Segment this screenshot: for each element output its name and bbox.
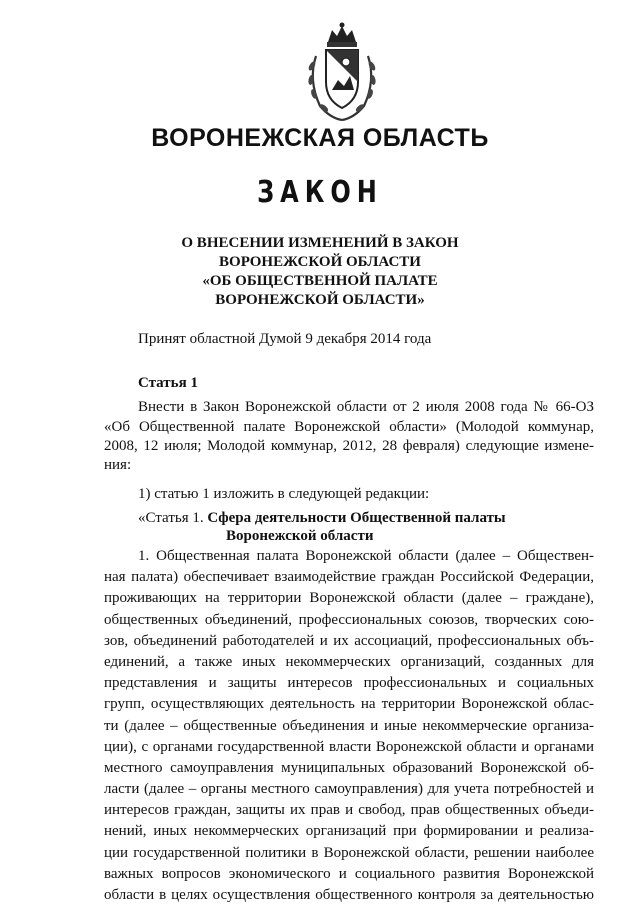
law-title-line: «ОБ ОБЩЕСТВЕННОЙ ПАЛАТЕ: [202, 273, 438, 289]
new-article-prefix: «Статья 1.: [138, 510, 204, 526]
article-intro-line: Внести в Закон Воронежской области от 2 июля 2008 года № 66-ОЗ: [138, 399, 594, 415]
new-article-title: Сфера деятельности Общественной палаты: [207, 510, 506, 526]
adoption-date: Принят областной Думой 9 декабря 2014 года: [138, 331, 432, 347]
document-type: ЗАКОН: [257, 174, 383, 210]
body-line: проживающих на территории Воронежской области (далее – граждане),: [104, 590, 594, 607]
coat-of-arms-icon: [298, 20, 386, 124]
body-line: ции государственной политики в Воронежской области, решении наиболее: [104, 844, 594, 861]
body-line: ласти (далее – органы местного самоуправления) для учета потребностей и: [104, 781, 594, 798]
body-line: 1. Общественная палата Воронежской области (далее – Обществен-: [138, 548, 594, 564]
body-line: местного самоуправления муниципальных образований Воронежской об-: [104, 759, 594, 776]
body-line: важных вопросов экономического и социального развития Воронежской: [104, 865, 594, 882]
article-heading: Статья 1: [138, 375, 198, 391]
new-article-title-cont: Воронежской области: [226, 528, 374, 544]
law-title-line: ВОРОНЕЖСКОЙ ОБЛАСТИ»: [215, 292, 425, 308]
law-title: [0, 234, 640, 310]
body-line: ции), с органами государственной власти Воронежской области и органами: [104, 738, 594, 755]
body-line: интересов граждан, защиты их прав и свобод, прав общественных объеди-: [104, 802, 594, 819]
region-name: ВОРОНЕЖСКАЯ ОБЛАСТЬ: [151, 124, 489, 152]
body-line: ная палата) обеспечивает взаимодействие граждан Российской Федерации,: [104, 569, 594, 586]
body-line: групп, осуществляющих деятельность на территории Воронежской облас-: [104, 696, 594, 713]
article-body: [104, 546, 594, 906]
body-line: общественных объединений, профессиональных союзов, творческих сою-: [104, 611, 594, 628]
body-line: ти (далее – общественные объединения и иные некоммерческие организа-: [104, 717, 594, 734]
new-article-heading: [138, 509, 628, 529]
body-line: представления и защиты интересов профессиональных и социальных: [104, 675, 594, 692]
body-line: единений, а также иных некоммерческих организаций, созданных для: [104, 653, 594, 670]
article-intro-line: 2008, 12 июля; Молодой коммунар, 2012, 28 февраля) следующие измене-: [104, 438, 594, 454]
law-title-line: О ВНЕСЕНИИ ИЗМЕНЕНИЙ В ЗАКОН: [181, 235, 459, 251]
law-title-line: ВОРОНЕЖСКОЙ ОБЛАСТИ: [219, 254, 421, 270]
article-intro-line: «Об Общественной палате Воронежской области» (Молодой коммунар,: [104, 419, 594, 435]
body-line: области в целях осуществления общественного контроля за деятельностью: [104, 887, 594, 903]
article-intro-line: ния:: [104, 457, 132, 473]
body-line: зов, объединений работодателей и их ассоциаций, профессиональных объ-: [104, 632, 594, 649]
amendment-item: 1) статью 1 изложить в следующей редакции:: [138, 486, 430, 502]
body-line: нений, иных некоммерческих организаций при формировании и реализа-: [104, 823, 594, 840]
